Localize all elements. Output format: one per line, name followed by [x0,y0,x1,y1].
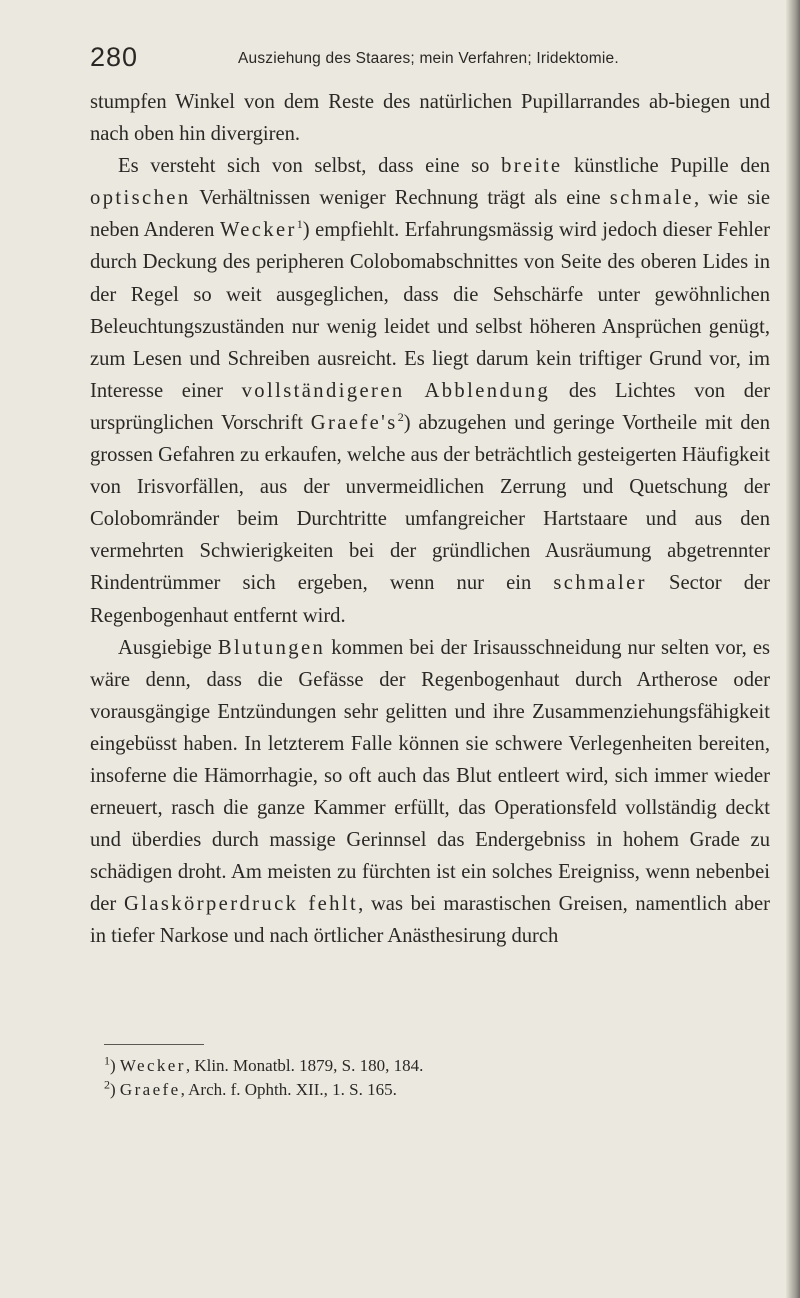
spaced-emphasis: optischen [90,187,191,210]
author-name-graefe: Graefe's [310,411,398,434]
footnote-author: Wecker [119,1056,186,1075]
footnotes [104,1054,724,1102]
page-edge-shadow [786,0,800,1298]
footnote-mark: 2 [104,1077,110,1092]
paragraph-3 [90,632,770,953]
footnote-1: $^1$) Wecker, Klin. Monatbl. 1879, S. 180, 184. [104,1053,424,1075]
text-run: Sector der Regenbogenhaut entfernt wird. [90,572,770,627]
footnote-ref-1[interactable]: 1 [296,217,303,232]
paragraph-2 [90,150,770,631]
text-run: kommen bei der Irisausschneidung nur selten vor, es wäre denn, dass die Gefässe der Regenbogenhaut durch Artherose oder vorausgängige Entzündungen sehr gelitten und ihre Zusammenziehungsfähigkeit eingebüsst haben. In letzterem Falle können sie schwere Verlegenheiten bereiten, insoferne die Hämorrhagie, so oft auch das Blut entleert wird, sich immer wieder erneuert, rasch die ganze Kammer erfüllt, das Operationsfeld vollständig deckt und überdies durch massige Gerinnsel das Endergebniss in hohem Grade zu schädigen droht. Am meisten zu fürchten ist ein solches Ereigniss, wenn nebenbei der [90,636,771,916]
spaced-emphasis: schmaler [553,572,647,595]
text-run: des Lichtes von der ursprünglichen Vorschrift [90,379,771,434]
paragraph-1-text: stumpfen Winkel von dem Reste des natürlichen Pupillarrandes ab-biegen und nach oben hin divergiren. [90,91,770,146]
body-text [90,86,770,953]
text-run: Verhältnissen weniger Rechnung trägt als eine [190,187,610,210]
footnote-ref-2[interactable]: 2 [397,410,404,425]
footnote-divider [104,1044,204,1045]
running-head: Ausziehung des Staares; mein Verfahren; Iridektomie. [238,50,619,67]
page-number: 280 [90,42,139,72]
text-run: ) empfiehlt. Erfahrungsmässig wird jedoch dieser Fehler durch Deckung des peripheren Colobomabschnittes von Seite des oberen Lides in der Regel so weit ausgeglichen, dass die Sehschärfe unter gewöhnlichen Beleuchtungszuständen nur wenig leidet und selbst höheren Ansprüchen genügt, zum Lesen und Schreiben ausreicht. Es liegt darum kein triftiger Grund vor, im Interesse einer [90,219,770,402]
page-header [90,42,770,74]
spaced-emphasis: breite [501,155,563,178]
author-name-wecker: Wecker [220,219,297,242]
text-run: künstliche Pupille den [562,155,771,178]
paragraph-1 [90,86,770,150]
spaced-emphasis: schmale [609,187,694,210]
spaced-emphasis: vollständigeren Abblendung [241,379,551,402]
text-run: , wie sie neben Anderen [90,187,770,242]
footnote-author: Graefe [119,1080,181,1099]
footnote-2: $^2$) Graefe, Arch. f. Ophth. XII., 1. S. 165. [104,1077,397,1099]
text-run: , was bei marastischen Greisen, namentlich aber in tiefer Narkose und nach örtlicher Anästhesirung durch [90,893,771,948]
spaced-emphasis: Blutungen [217,636,326,659]
text-run: Ausgiebige [118,636,218,659]
text-run: Es versteht sich von selbst, dass eine so [118,155,502,178]
footnote-text: , Klin. Monatbl. 1879, S. 180, 184. [185,1056,424,1075]
footnote-text: , Arch. f. Ophth. XII., 1. S. 165. [180,1080,397,1099]
text-run: ) abzugehen und geringe Vortheile mit den grossen Gefahren zu erkaufen, welche aus der beträchtlich gesteigerten Häufigkeit von Irisvorfällen, aus der unvermeidlichen Zerrung und Quetschung der Colobomränder beim Durchtritte umfangreicher Hartstaare und aus den vermehrten Schwierigkeiten bei der gründlichen Ausräumung abgetrennter Rindentrümmer sich ergeben, wenn nur ein [90,411,770,595]
spaced-emphasis: Glaskörperdruck fehlt [123,893,359,916]
footnote-mark: 1 [104,1053,110,1068]
